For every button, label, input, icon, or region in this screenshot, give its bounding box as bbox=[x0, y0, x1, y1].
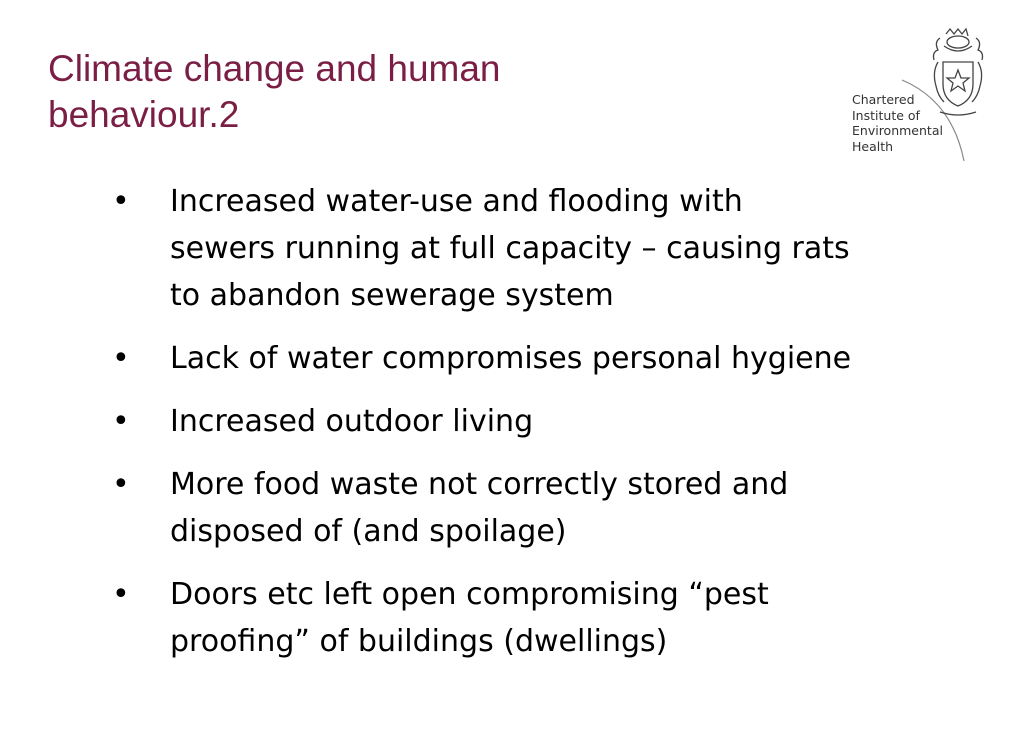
title-line-2: behaviour.2 bbox=[48, 94, 240, 135]
bullet-symbol: • bbox=[112, 467, 130, 502]
bullet-line: More food waste not correctly stored and bbox=[170, 467, 789, 502]
bullet-item bbox=[110, 571, 990, 665]
bullet-symbol: • bbox=[112, 184, 130, 219]
bullet-symbol: • bbox=[112, 404, 130, 439]
bullet-line: sewers running at full capacity – causing rats bbox=[170, 231, 850, 266]
bullet-line: disposed of (and spoilage) bbox=[170, 514, 567, 549]
bullet-line: Increased water-use and flooding with bbox=[170, 184, 743, 219]
bullet-item bbox=[110, 398, 990, 445]
bullet-line: to abandon sewerage system bbox=[170, 278, 614, 313]
bullet-symbol: • bbox=[112, 577, 130, 612]
logo-line-3: Environmental bbox=[852, 123, 943, 138]
logo-text bbox=[852, 92, 943, 154]
slide-title bbox=[48, 46, 748, 138]
bullet-symbol: • bbox=[112, 341, 130, 376]
title-line-1: Climate change and human bbox=[48, 48, 501, 89]
logo-line-2: Institute of bbox=[852, 107, 920, 123]
logo-line-1: Chartered bbox=[852, 92, 915, 107]
bullet-item bbox=[110, 461, 990, 555]
bullet-line: Lack of water compromises personal hygiene bbox=[170, 341, 852, 376]
bullet-item bbox=[110, 335, 990, 382]
logo-line-4: Health bbox=[852, 138, 894, 154]
bullet-line: Increased outdoor living bbox=[170, 404, 534, 439]
bullet-line: Doors etc left open compromising “pest bbox=[170, 577, 769, 612]
cieh-logo bbox=[842, 26, 1002, 176]
bullet-line: proofing” of buildings (dwellings) bbox=[170, 624, 668, 659]
bullet-list bbox=[110, 178, 990, 681]
bullet-item bbox=[110, 178, 990, 319]
